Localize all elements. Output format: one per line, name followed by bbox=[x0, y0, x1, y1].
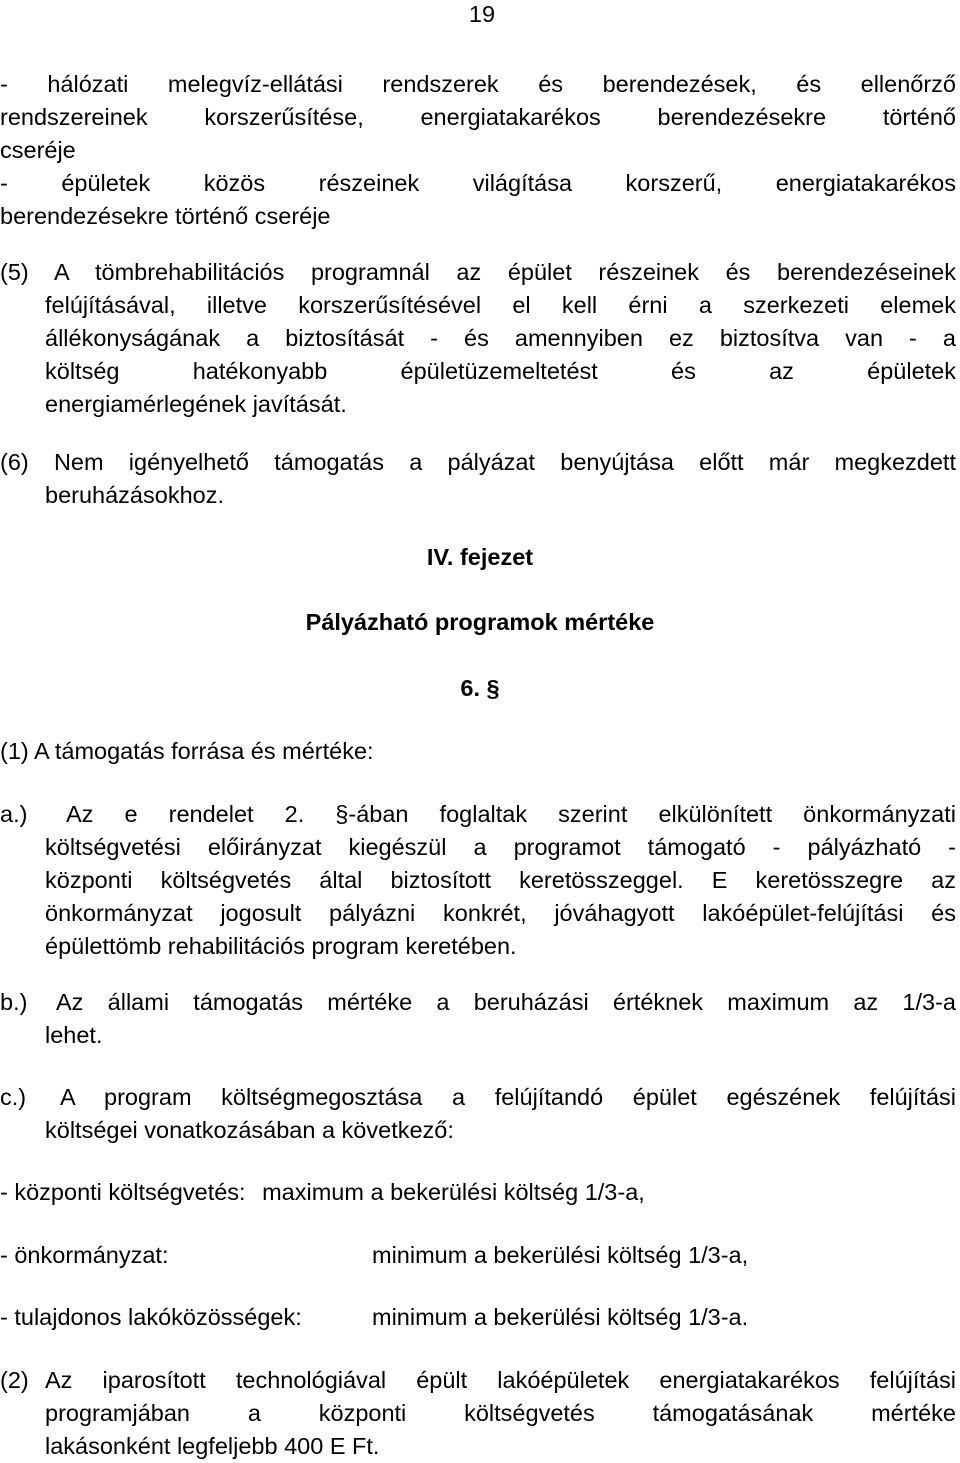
intro-line-5: berendezésekre történő cseréje bbox=[0, 203, 331, 229]
share-row bbox=[0, 1176, 645, 1209]
section-number: 6. § bbox=[460, 675, 500, 701]
para6-line-2: beruházásokhoz. bbox=[45, 482, 224, 508]
item-c bbox=[0, 1081, 956, 1147]
share-party: - központi költségvetés: bbox=[0, 1179, 246, 1205]
item-1-heading: (1) A támogatás forrása és mértéke: bbox=[0, 738, 374, 764]
item-a bbox=[0, 798, 956, 963]
page-number: 19 bbox=[468, 1, 496, 27]
share-party: - tulajdonos lakóközösségek: bbox=[0, 1304, 302, 1330]
para5-line-1: (5) A tömbrehabilitációs programnál az épület részeinek és berendezéseinek bbox=[0, 259, 956, 285]
paragraph-6 bbox=[0, 446, 956, 512]
item-a-line-2: költségvetési előirányzat kiegészül a programot támogató - pályázható - bbox=[45, 834, 956, 860]
item-c-line-1: A program költségmegosztása a felújítandó épület egészének felújítási bbox=[60, 1084, 956, 1110]
item-a-label: a.) bbox=[0, 801, 28, 827]
chapter-title: Pályázható programok mértéke bbox=[305, 609, 655, 635]
intro-line-4: - épületek közös részeinek világítása korszerű, energiatakarékos bbox=[0, 170, 956, 196]
paragraph-5 bbox=[0, 256, 956, 421]
intro-line-2: rendszereinek korszerűsítése, energiatakarékos berendezésekre történő bbox=[0, 104, 956, 130]
share-value: minimum a bekerülési költség 1/3-a. bbox=[372, 1304, 749, 1330]
item-2-line-3: lakásonként legfeljebb 400 E Ft. bbox=[45, 1433, 380, 1459]
item-a-line-5: épülettömb rehabilitációs program keretében. bbox=[45, 933, 517, 959]
chapter-number: IV. fejezet bbox=[426, 544, 534, 570]
item-c-line-2: költségei vonatkozásában a következő: bbox=[45, 1117, 454, 1143]
item-b-label: b.) bbox=[0, 989, 28, 1015]
share-row bbox=[0, 1301, 748, 1334]
para6-line-1: (6) Nem igényelhető támogatás a pályázat benyújtása előtt már megkezdett bbox=[0, 449, 956, 475]
share-value: maximum a bekerülési költség 1/3-a, bbox=[262, 1179, 645, 1205]
item-a-line-4: önkormányzat jogosult pályázni konkrét, jóváhagyott lakóépület-felújítási és bbox=[45, 900, 956, 926]
share-party: - önkormányzat: bbox=[0, 1242, 169, 1268]
item-2-line-2: programjában a központi költségvetés támogatásának mértéke bbox=[45, 1400, 956, 1426]
intro-line-1: - hálózati melegvíz-ellátási rendszerek és berendezések, és ellenőrző bbox=[0, 71, 956, 97]
intro-list bbox=[0, 68, 956, 233]
para5-line-4: költség hatékonyabb épületüzemeltetést és az épületek bbox=[45, 358, 956, 384]
item-b-line-2: lehet. bbox=[45, 1022, 103, 1048]
para5-line-2: felújításával, illetve korszerűsítésével el kell érni a szerkezeti elemek bbox=[45, 292, 956, 318]
para5-line-3: állékonyságának a biztosítását - és amennyiben ez biztosítva van - a bbox=[45, 325, 956, 351]
item-a-line-1: Az e rendelet 2. §-ában foglaltak szerint elkülönített önkormányzati bbox=[66, 801, 956, 827]
item-b-line-1: Az állami támogatás mértéke a beruházási értéknek maximum az 1/3-a bbox=[56, 989, 956, 1015]
item-a-line-3: központi költségvetés által biztosított keretösszeggel. E keretösszegre az bbox=[45, 867, 956, 893]
para5-line-5: energiamérlegének javítását. bbox=[45, 391, 347, 417]
share-value: minimum a bekerülési költség 1/3-a, bbox=[372, 1242, 749, 1268]
item-b bbox=[0, 986, 956, 1052]
intro-line-3: cseréje bbox=[0, 137, 76, 163]
item-2-line-1: Az iparosított technológiával épült lakóépületek energiatakarékos felújítási bbox=[45, 1367, 956, 1393]
item-2-label: (2) bbox=[0, 1367, 29, 1393]
item-2 bbox=[0, 1364, 956, 1463]
item-c-label: c.) bbox=[0, 1084, 27, 1110]
share-row bbox=[0, 1239, 748, 1272]
